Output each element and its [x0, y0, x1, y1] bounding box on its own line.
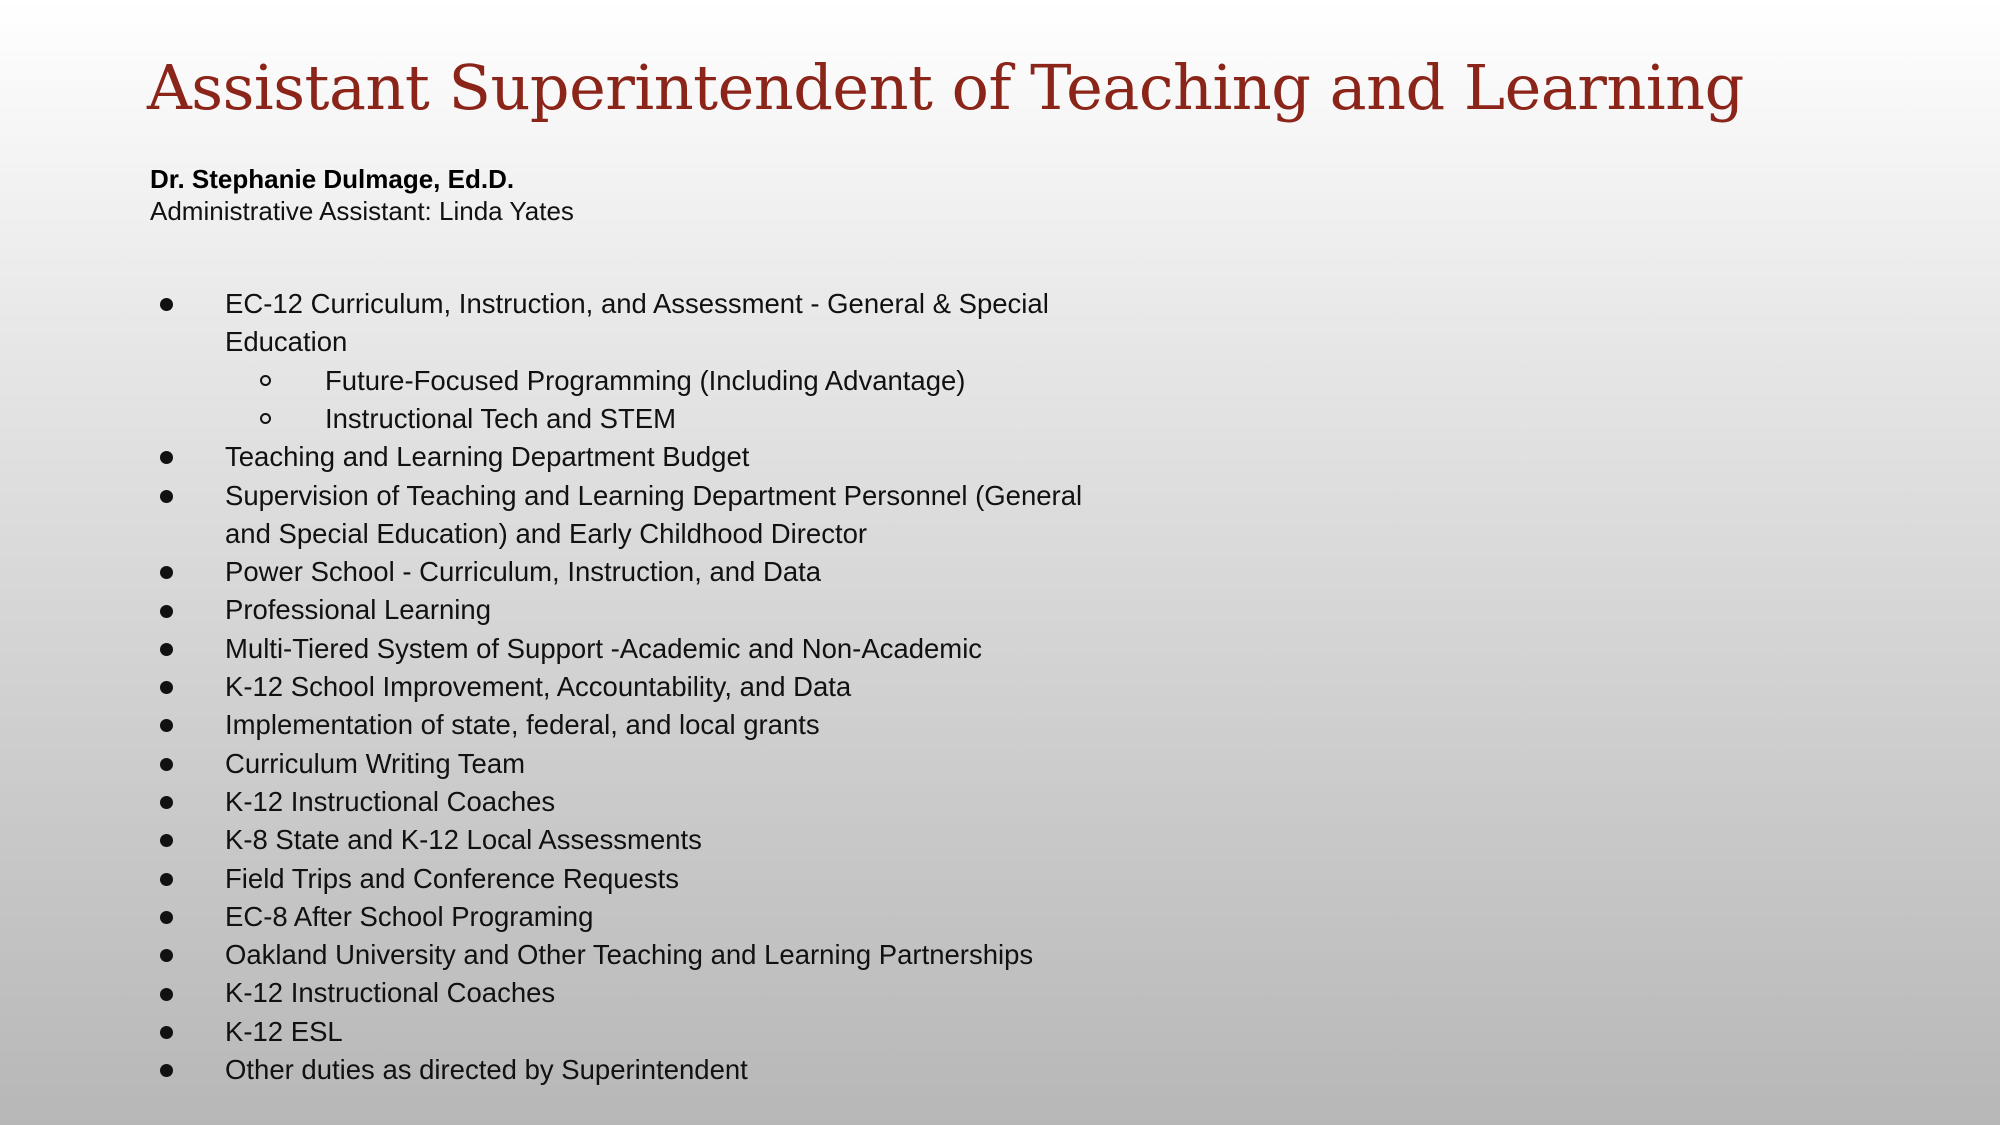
- duty-text: Implementation of state, federal, and local grants: [225, 709, 820, 741]
- bullet-icon: [160, 758, 173, 771]
- bullet-icon: [160, 949, 173, 962]
- bullet-icon: [160, 605, 173, 618]
- hollow-bullet-icon: [260, 413, 271, 424]
- hollow-bullet-icon: [260, 375, 271, 386]
- duty-text: Curriculum Writing Team: [225, 747, 526, 779]
- duty-text: Future-Focused Programming (Including Advantage): [325, 364, 966, 396]
- duty-text: Field Trips and Conference Requests: [225, 862, 679, 894]
- duty-text: EC-12 Curriculum, Instruction, and Assessment - General & Special: [225, 288, 1049, 319]
- duty-text: K-12 Instructional Coaches: [225, 785, 556, 817]
- bullet-icon: [160, 834, 173, 847]
- bullet-icon: [160, 873, 173, 886]
- person-info: [150, 163, 574, 227]
- duty-text: Professional Learning: [225, 594, 492, 626]
- slide-title: Assistant Superintendent of Teaching and Learning: [147, 51, 1744, 124]
- bullet-icon: [160, 988, 173, 1001]
- bullet-icon: [160, 719, 173, 732]
- bullet-icon: [160, 796, 173, 809]
- bullet-icon: [160, 451, 173, 464]
- duty-text: Other duties as directed by Superintendent: [225, 1054, 748, 1085]
- duty-text: K-12 School Improvement, Accountability, and Data: [225, 671, 852, 702]
- duty-text: K-12 ESL: [225, 1015, 343, 1047]
- duty-text: Instructional Tech and STEM: [325, 402, 677, 434]
- duty-text: Teaching and Learning Department Budget: [225, 441, 750, 473]
- bullet-icon: [160, 298, 173, 311]
- duty-text: Supervision of Teaching and Learning Department Personnel (General: [225, 479, 1083, 511]
- administrative-assistant: Administrative Assistant: Linda Yates: [150, 196, 574, 226]
- duty-text: Multi-Tiered System of Support -Academic and Non-Academic: [225, 632, 983, 664]
- person-name: Dr. Stephanie Dulmage, Ed.D.: [150, 164, 515, 194]
- bullet-icon: [160, 681, 173, 694]
- bullet-icon: [160, 643, 173, 656]
- bullet-icon: [160, 1064, 173, 1077]
- duty-text-continuation: Education: [225, 326, 348, 358]
- bullet-icon: [160, 911, 173, 924]
- duty-text: Power School - Curriculum, Instruction, and Data: [225, 556, 822, 588]
- bullet-icon: [160, 490, 173, 503]
- duty-text: K-8 State and K-12 Local Assessments: [225, 824, 702, 856]
- duty-text: EC-8 After School Programing: [225, 900, 594, 932]
- duty-text: K-12 Instructional Coaches: [225, 977, 556, 1009]
- duty-text: Oakland University and Other Teaching and Learning Partnerships: [225, 939, 1034, 971]
- bullet-icon: [160, 1026, 173, 1039]
- bullet-icon: [160, 566, 173, 579]
- duty-text-continuation: and Special Education) and Early Childhood Director: [225, 517, 868, 549]
